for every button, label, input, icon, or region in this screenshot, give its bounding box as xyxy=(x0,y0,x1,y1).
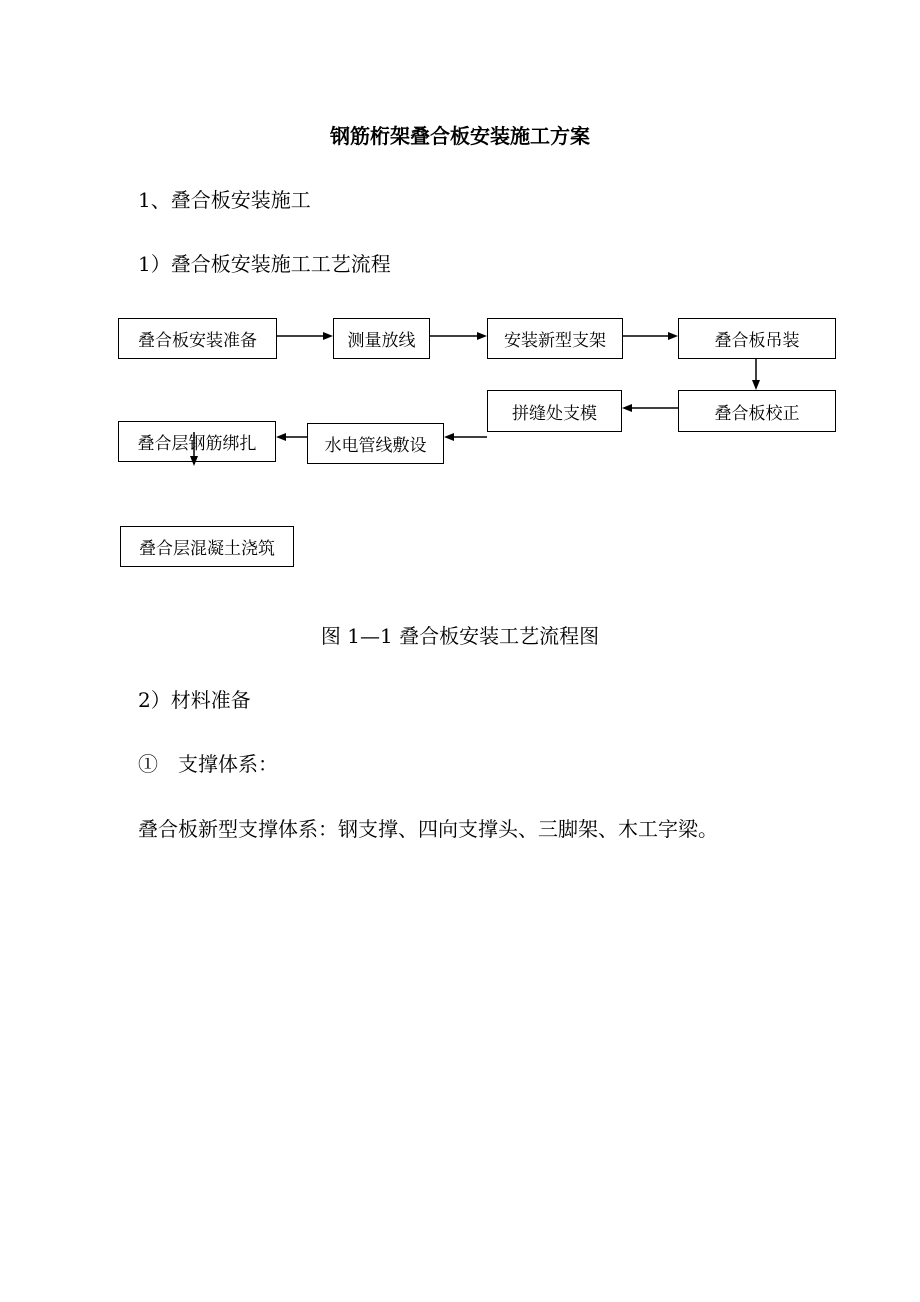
flow-step-mep-piping: 水电管线敷设 xyxy=(307,423,444,464)
flow-step-hoisting: 叠合板吊装 xyxy=(678,318,836,359)
figure-caption: 图 1—1 叠合板安装工艺流程图 xyxy=(320,624,600,648)
flow-step-concrete-pouring: 叠合层混凝土浇筑 xyxy=(120,526,294,567)
subsection-heading-1: 1）叠合板安装施工工艺流程 xyxy=(138,252,391,276)
flow-step-prep: 叠合板安装准备 xyxy=(118,318,277,359)
section-heading-1: 1、叠合板安装施工 xyxy=(138,188,311,212)
flow-step-rebar-binding: 叠合层钢筋绑扎 xyxy=(118,421,276,462)
flow-arrowhead-6 xyxy=(444,433,454,441)
flow-arrowhead-4 xyxy=(752,380,760,390)
flow-arrowhead-5 xyxy=(622,404,632,412)
flow-step-correction: 叠合板校正 xyxy=(678,390,836,432)
flow-step-survey: 测量放线 xyxy=(333,318,430,359)
paragraph-support-system: 叠合板新型支撑体系：钢支撑、四向支撑头、三脚架、木工字梁。 xyxy=(138,817,718,841)
document-title: 钢筋桁架叠合板安装施工方案 xyxy=(330,124,590,148)
subsection-heading-2: 2）材料准备 xyxy=(138,688,251,712)
flow-arrowhead-1 xyxy=(323,332,333,340)
flow-step-joint-formwork: 拼缝处支模 xyxy=(487,390,622,432)
flow-arrowhead-7 xyxy=(276,433,286,441)
flow-step-install-support: 安装新型支架 xyxy=(487,318,623,359)
flow-arrowhead-2 xyxy=(477,332,487,340)
list-item-support-system: ① 支撑体系： xyxy=(138,752,278,776)
flow-arrowhead-3 xyxy=(668,332,678,340)
